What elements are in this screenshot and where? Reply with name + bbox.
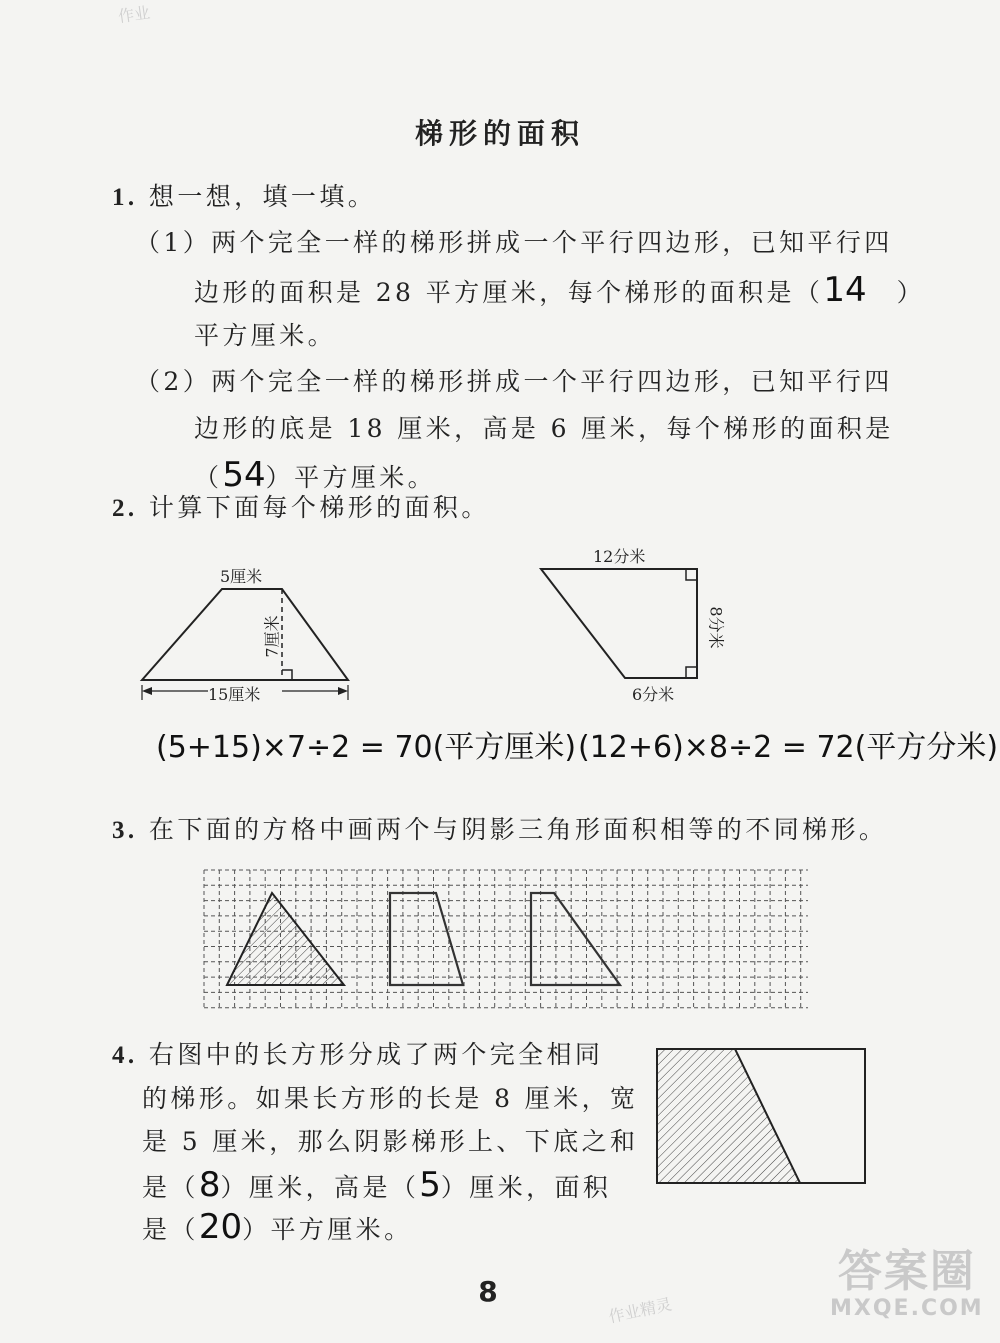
q2-heading: 2. 计算下面每个梯形的面积。 [112,493,490,522]
fig1-bottom-label: 15厘米 [208,685,261,704]
q1-part2-line2: 边形的底是 18 厘米，高是 6 厘米，每个梯形的面积是 [194,414,894,443]
fig2-bottom-label: 6分米 [632,685,675,704]
q1-part1-line3: 平方厘米。 [194,321,337,350]
q4-line5: 是（20）平方厘米。 [142,1207,413,1247]
q1-part1-line1: （1）两个完全一样的梯形拼成一个平行四边形，已知平行四 [135,228,893,257]
q1-heading: 1. 想一想，填一填。 [112,182,377,211]
fig1-height-label: 7厘米 [262,615,282,658]
q2-answer-1: (5+15)×7÷2 = 70(平方厘米) [156,730,577,765]
page-number: 8 [478,1275,498,1308]
site-logo-watermark: 答案圈 MXQE.COM [830,1246,984,1321]
page-title: 梯形的面积 [414,117,585,150]
q3-heading: 3. 在下面的方格中画两个与阴影三角形面积相等的不同梯形。 [112,815,888,844]
q1-part2-line1: （2）两个完全一样的梯形拼成一个平行四边形，已知平行四 [135,367,893,396]
fig2-height-label: 8分米 [706,606,726,649]
q4-line2: 的梯形。如果长方形的长是 8 厘米，宽 [142,1084,639,1113]
q4-line1: 4. 右图中的长方形分成了两个完全相同 [112,1040,604,1069]
q1-part1-answer: 14 [823,270,867,310]
fig2-top-label: 12分米 [593,547,646,566]
q1-part2-line3: （54）平方厘米。 [194,455,437,495]
shaded-trapezoid [657,1049,800,1183]
q4-answer-height: 5 [419,1165,441,1205]
q2-answer-2: (12+6)×8÷2 = 72(平方分米) [578,730,999,765]
watermark-bottom: 作业精灵 [606,1294,674,1327]
q4-answer-sum: 8 [198,1165,221,1205]
fig1-top-label: 5厘米 [220,567,263,586]
q4-line3: 是 5 厘米，那么阴影梯形上、下底之和 [142,1127,639,1156]
watermark-top: 作业 [116,2,152,27]
q4-line4: 是（8）厘米，高是（5）厘米，面积 [142,1165,612,1205]
q1-part2-answer: 54 [222,455,266,495]
q4-answer-area: 20 [198,1207,243,1247]
q1-part1-line2: 边形的面积是 28 平方厘米，每个梯形的面积是（14 ） [194,270,925,310]
